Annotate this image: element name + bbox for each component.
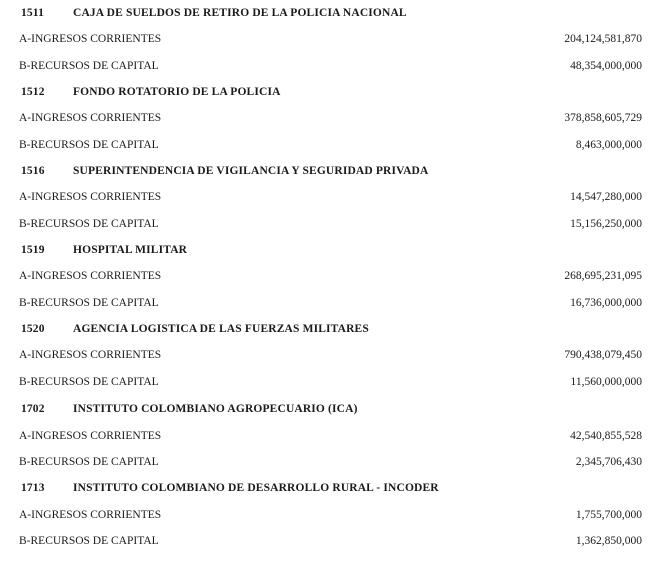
budget-line <box>0 29 660 49</box>
entity-header <box>0 3 660 23</box>
budget-line <box>0 56 660 76</box>
line-label: A-INGRESOS CORRIENTES <box>19 430 162 442</box>
entity-header <box>0 82 660 102</box>
line-amount: 42,540,855,528 <box>570 430 642 442</box>
budget-line <box>0 135 660 155</box>
entity-header <box>0 161 660 181</box>
entity-code: 1520 <box>21 323 45 335</box>
line-amount: 204,124,581,870 <box>564 33 642 45</box>
budget-line <box>0 452 660 472</box>
budget-line <box>0 108 660 128</box>
budget-line <box>0 214 660 234</box>
entity-header <box>0 240 660 260</box>
line-label: B-RECURSOS DE CAPITAL <box>19 297 159 309</box>
line-amount: 378,858,605,729 <box>564 112 642 124</box>
entity-code: 1713 <box>21 482 45 494</box>
budget-line <box>0 187 660 207</box>
entity-code: 1519 <box>21 244 45 256</box>
line-label: B-RECURSOS DE CAPITAL <box>19 535 159 547</box>
line-amount: 16,736,000,000 <box>570 297 642 309</box>
entity-header <box>0 319 660 339</box>
entity-code: 1512 <box>21 86 45 98</box>
line-amount: 2,345,706,430 <box>575 456 642 468</box>
line-label: B-RECURSOS DE CAPITAL <box>19 60 159 72</box>
line-amount: 1,755,700,000 <box>575 509 642 521</box>
line-label: B-RECURSOS DE CAPITAL <box>19 139 159 151</box>
budget-line <box>0 266 660 286</box>
line-label: A-INGRESOS CORRIENTES <box>19 270 162 282</box>
line-label: B-RECURSOS DE CAPITAL <box>19 456 159 468</box>
line-amount: 1,362,850,000 <box>575 535 642 547</box>
line-label: A-INGRESOS CORRIENTES <box>19 33 162 45</box>
entity-name: CAJA DE SUELDOS DE RETIRO DE LA POLICIA NACIONAL <box>73 7 407 19</box>
line-label: A-INGRESOS CORRIENTES <box>19 509 162 521</box>
entity-header <box>0 478 660 498</box>
line-amount: 15,156,250,000 <box>570 218 642 230</box>
line-amount: 14,547,280,000 <box>570 191 642 203</box>
entity-name: FONDO ROTATORIO DE LA POLICIA <box>73 86 281 98</box>
line-label: A-INGRESOS CORRIENTES <box>19 349 162 361</box>
entity-code: 1516 <box>21 165 45 177</box>
budget-line <box>0 505 660 525</box>
entity-header <box>0 399 660 419</box>
line-label: B-RECURSOS DE CAPITAL <box>19 218 159 230</box>
budget-line <box>0 345 660 365</box>
entity-name: INSTITUTO COLOMBIANO AGROPECUARIO (ICA) <box>73 403 358 415</box>
budget-line <box>0 531 660 551</box>
line-amount: 48,354,000,000 <box>570 60 642 72</box>
entity-name: SUPERINTENDENCIA DE VIGILANCIA Y SEGURIDAD PRIVADA <box>73 165 429 177</box>
entity-name: AGENCIA LOGISTICA DE LAS FUERZAS MILITARES <box>73 323 369 335</box>
entity-name: INSTITUTO COLOMBIANO DE DESARROLLO RURAL - INCODER <box>73 482 439 494</box>
entity-name: HOSPITAL MILITAR <box>73 244 188 256</box>
entity-code: 1702 <box>21 403 45 415</box>
line-amount: 8,463,000,000 <box>575 139 642 151</box>
line-label: B-RECURSOS DE CAPITAL <box>19 376 159 388</box>
entity-code: 1511 <box>21 7 44 19</box>
budget-line <box>0 293 660 313</box>
line-label: A-INGRESOS CORRIENTES <box>19 112 162 124</box>
line-label: A-INGRESOS CORRIENTES <box>19 191 162 203</box>
budget-line <box>0 426 660 446</box>
line-amount: 11,560,000,000 <box>570 376 642 388</box>
line-amount: 790,438,079,450 <box>564 349 642 361</box>
line-amount: 268,695,231,095 <box>564 270 642 282</box>
budget-line <box>0 372 660 392</box>
